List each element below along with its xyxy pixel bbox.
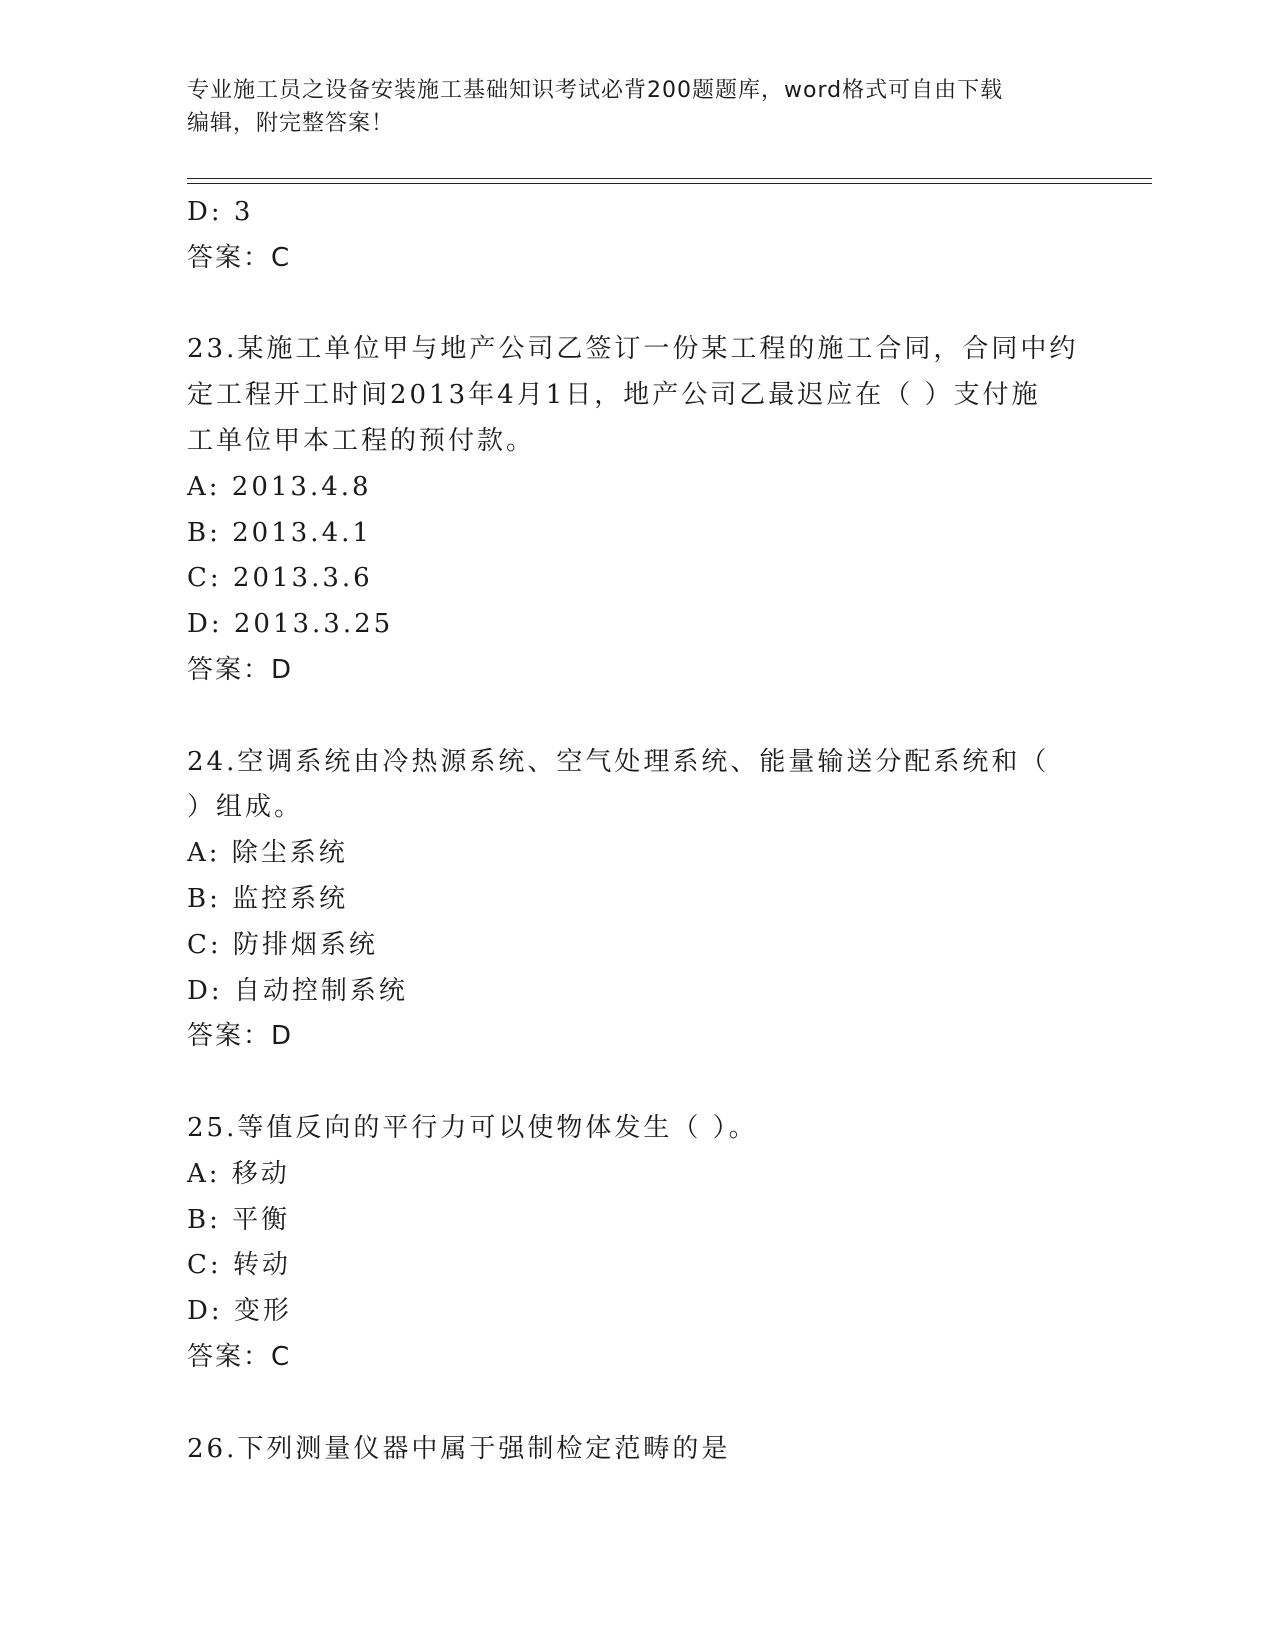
question-answer: 答案：C	[187, 1341, 292, 1372]
header-divider-bottom	[187, 183, 1152, 184]
option-a: A: 移动	[187, 1158, 290, 1189]
header-divider-top	[187, 178, 1152, 179]
question-answer: 答案：D	[187, 1021, 294, 1052]
spacer	[187, 282, 1087, 328]
question-stem-line: 23.某施工单位甲与地产公司乙签订一份某工程的施工合同，合同中约	[187, 334, 1079, 365]
question-24	[187, 740, 1087, 1061]
q22-answer: 答案：C	[187, 242, 292, 273]
question-stem-line: 定工程开工时间2013年4月1日，地产公司乙最迟应在（ ）支付施	[187, 380, 1041, 411]
q22-option-d: D: 3	[187, 197, 254, 227]
option-a: A: 2013.4.8	[187, 471, 372, 502]
document-header	[187, 74, 1067, 140]
question-26	[187, 1427, 1087, 1473]
spacer	[187, 694, 1087, 740]
question-stem-line: ）组成。	[187, 792, 304, 823]
option-d: D: 2013.3.25	[187, 609, 394, 640]
question-stem-line: 工单位甲本工程的预付款。	[187, 425, 536, 456]
header-line-2: 编辑，附完整答案！	[187, 111, 395, 136]
option-a: A: 除尘系统	[187, 838, 348, 869]
question-stem-line: 26.下列测量仪器中属于强制检定范畴的是	[187, 1433, 731, 1464]
question-stem-line: 24.空调系统由冷热源系统、空气处理系统、能量输送分配系统和（	[187, 746, 1050, 777]
option-d: D: 变形	[187, 1296, 292, 1327]
option-c: C: 防排烟系统	[187, 929, 378, 960]
option-d: D: 自动控制系统	[187, 975, 408, 1006]
question-answer: 答案：D	[187, 654, 294, 685]
option-c: C: 2013.3.6	[187, 563, 373, 594]
question-23	[187, 327, 1087, 693]
header-line-1: 专业施工员之设备安装施工基础知识考试必背200题题库，word格式可自由下载	[187, 78, 1004, 103]
document-body	[187, 190, 1087, 1472]
option-c: C: 转动	[187, 1250, 291, 1281]
question-25	[187, 1106, 1087, 1381]
spacer	[187, 1060, 1087, 1106]
option-b: B: 平衡	[187, 1204, 291, 1235]
option-b: B: 2013.4.1	[187, 517, 372, 548]
question-stem-line: 25.等值反向的平行力可以使物体发生（ ）。	[187, 1112, 758, 1143]
option-b: B: 监控系统	[187, 883, 349, 914]
spacer	[187, 1381, 1087, 1427]
